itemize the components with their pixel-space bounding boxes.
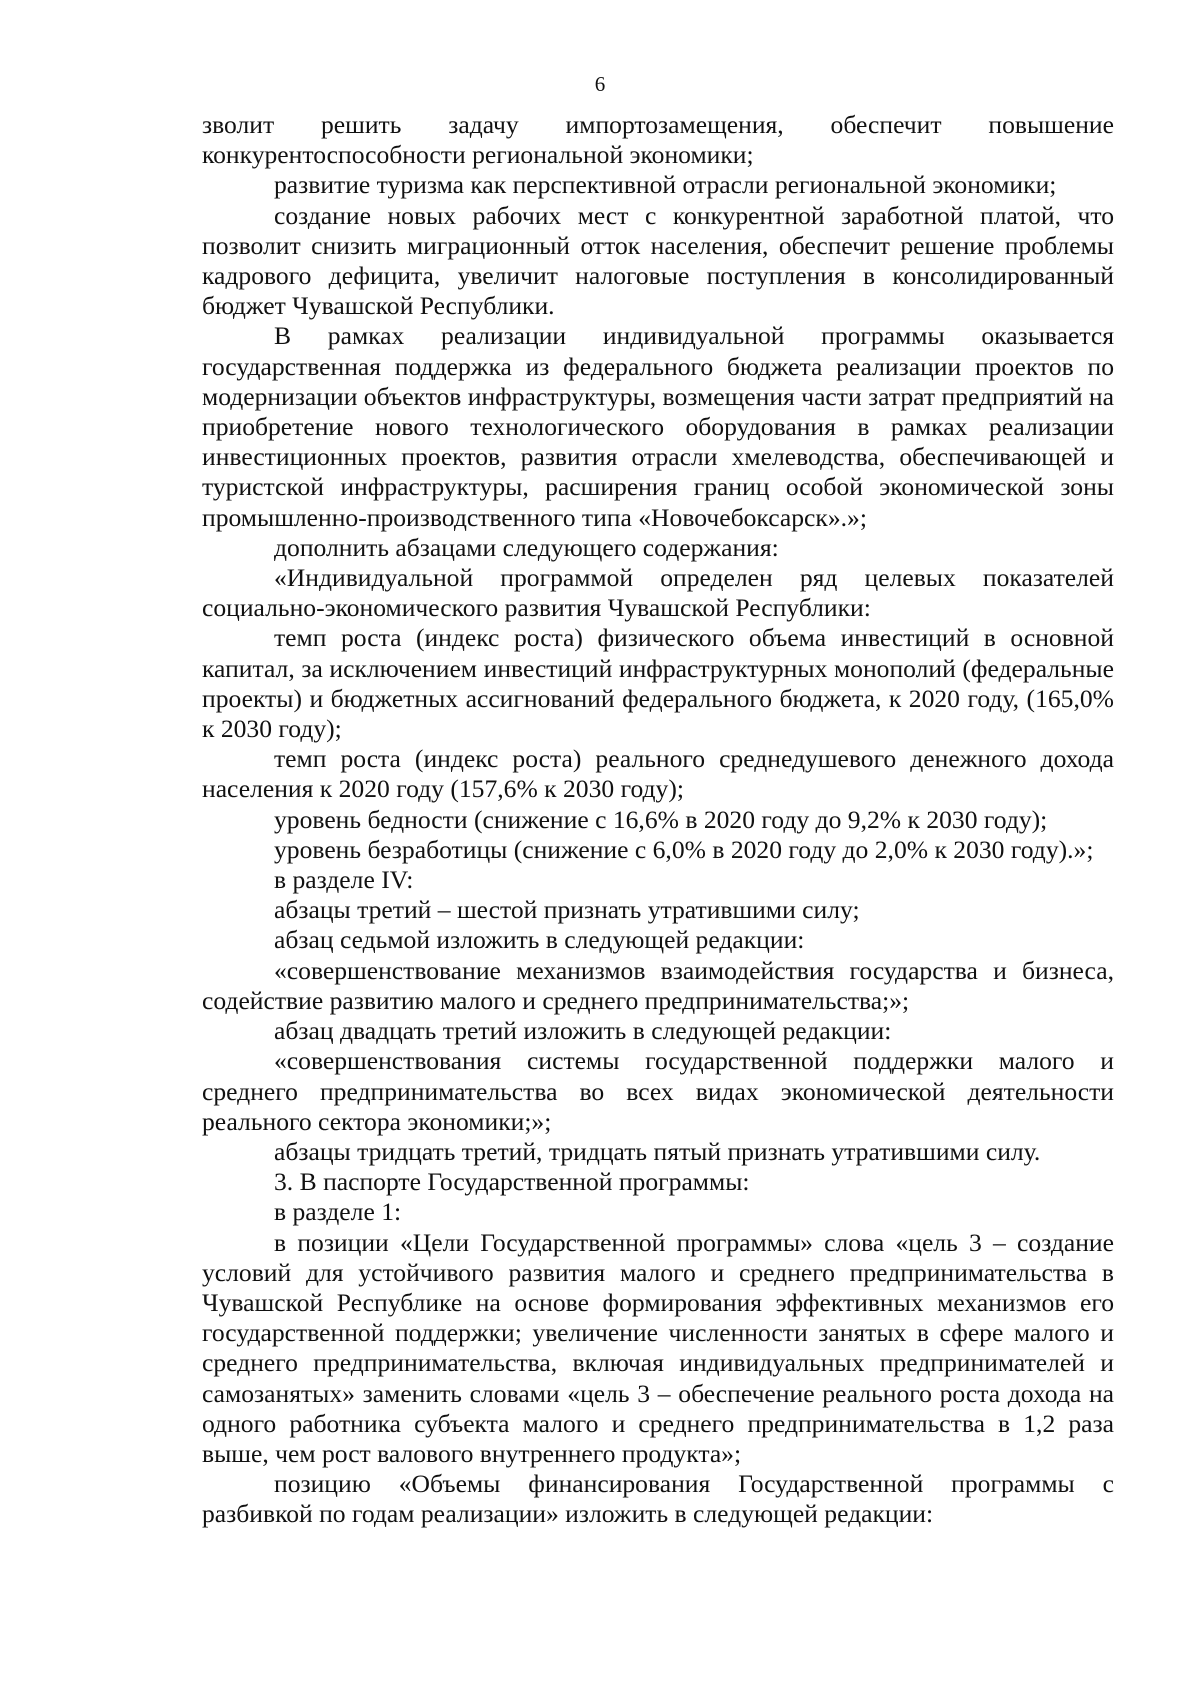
paragraph: темп роста (индекс роста) реального среднедушевого денежного дохода населения к 2020 году (157,6% к 2030 году);	[202, 744, 1114, 804]
paragraph: дополнить абзацами следующего содержания:	[274, 532, 779, 562]
body-text	[202, 110, 1114, 1530]
paragraph: в позиции «Цели Государственной программы» слова «цель 3 – создание условий для устойчивого развития малого и среднего предпринимательства в Чувашской Республике на основе формирования эффективных механизмов его государственной поддержки; увеличение численности занятых в сфере малого и среднего предпринимательства, включая индивидуальных предпринимателей и самозанятых» заменить словами «цель 3 – обеспечение реального роста дохода на одного работника субъекта малого и среднего предпринимательства в 1,2 раза выше, чем рост валового внутреннего продукта»;	[202, 1227, 1114, 1468]
paragraph: 3. В паспорте Государственной программы:	[274, 1167, 750, 1197]
paragraph: зволит решить задачу импортозамещения, обеспечит повышение конкурентоспособности региональной экономики;	[202, 110, 1114, 170]
paragraph: абзацы третий – шестой признать утратившими силу;	[274, 895, 860, 925]
page-number: 6	[594, 72, 606, 96]
paragraph: в разделе 1:	[274, 1197, 402, 1227]
paragraph: «Индивидуальной программой определен ряд целевых показателей социально-экономического развития Чувашской Республики:	[202, 563, 1114, 623]
paragraph: позицию «Объемы финансирования Государственной программы с разбивкой по годам реализации» изложить в следующей редакции:	[202, 1469, 1114, 1529]
paragraph: уровень безработицы (снижение с 6,0% в 2020 году до 2,0% к 2030 году).»;	[274, 834, 1094, 864]
paragraph: абзацы тридцать третий, тридцать пятый признать утратившими силу.	[274, 1136, 1041, 1166]
paragraph: развитие туризма как перспективной отрасли региональной экономики;	[274, 170, 1057, 200]
paragraph: в разделе IV:	[274, 865, 414, 895]
paragraph: «совершенствование механизмов взаимодействия государства и бизнеса, содействие развитию малого и среднего предпринимательства;»;	[202, 955, 1114, 1015]
paragraph: уровень бедности (снижение с 16,6% в 2020 году до 9,2% к 2030 году);	[274, 804, 1048, 834]
paragraph: абзац двадцать третий изложить в следующей редакции:	[274, 1016, 892, 1046]
paragraph: абзац седьмой изложить в следующей редакции:	[274, 925, 805, 955]
paragraph: создание новых рабочих мест с конкурентной заработной платой, что позволит снизить миграционный отток населения, обеспечит решение проблемы кадрового дефицита, увеличит налоговые поступления в консолидированный бюджет Чувашской Республики.	[202, 200, 1114, 321]
paragraph: «совершенствования системы государственной поддержки малого и среднего предпринимательства во всех видах экономической деятельности реального сектора экономики;»;	[202, 1046, 1114, 1136]
paragraph: В рамках реализации индивидуальной программы оказывается государственная поддержка из федерального бюджета реализации проектов по модернизации объектов инфраструктуры, возмещения части затрат предприятий на приобретение нового технологического оборудования в рамках реализации инвестиционных проектов, развития отрасли хмелеводства, обеспечивающей и туристской инфраструктуры, расширения границ особой экономической зоны промышленно-производственного типа «Новочебоксарск».»;	[202, 321, 1114, 532]
paragraph: темп роста (индекс роста) физического объема инвестиций в основной капитал, за исключением инвестиций инфраструктурных монополий (федеральные проекты) и бюджетных ассигнований федерального бюджета, к 2020 году, (165,0% к 2030 году);	[202, 623, 1114, 744]
